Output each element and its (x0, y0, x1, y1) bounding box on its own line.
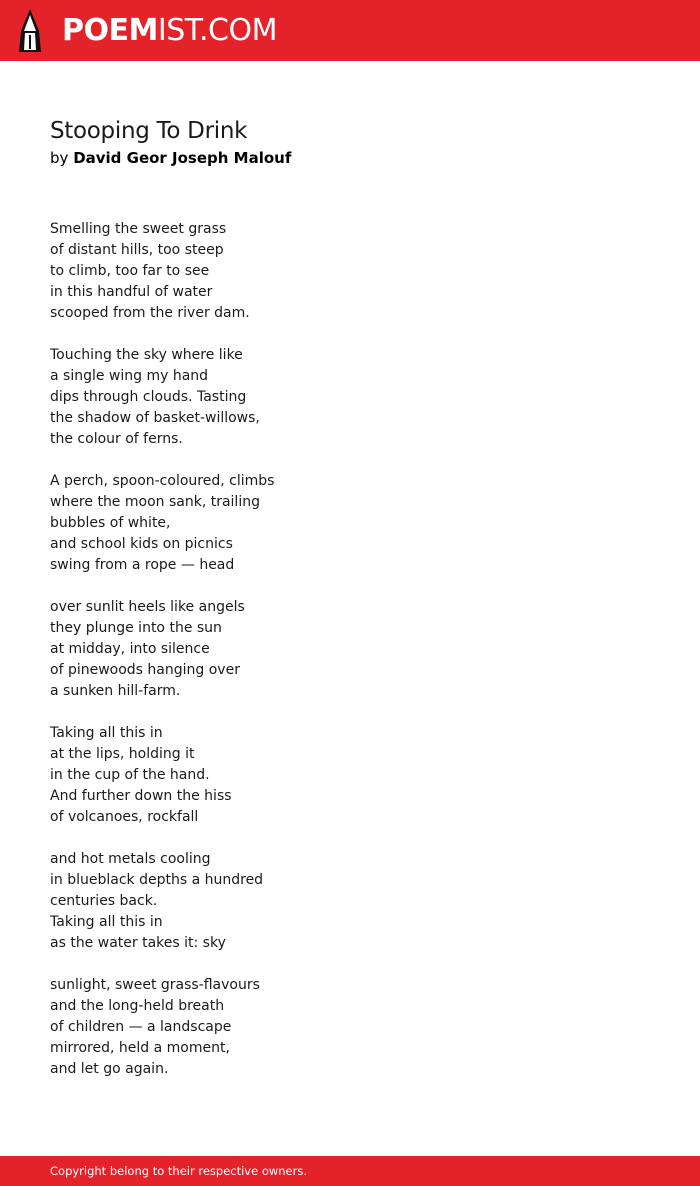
poem-line: dips through clouds. Tasting (50, 389, 247, 405)
poem-line: the shadow of basket-willows, (50, 410, 260, 426)
pencil-tip-icon (17, 9, 43, 52)
poem-line: scooped from the river dam. (50, 305, 250, 321)
stanza (50, 597, 650, 702)
poem-line: of pinewoods hanging over (50, 662, 240, 678)
poem-body (50, 219, 650, 1080)
poem-line: Smelling the sweet grass (50, 221, 227, 237)
poem-line: and school kids on picnics (50, 536, 233, 552)
poem-line: a sunken hill-farm. (50, 683, 181, 699)
poem-line: Taking all this in (50, 725, 163, 741)
poem-line: in this handful of water (50, 284, 213, 300)
poem-line: over sunlit heels like angels (50, 599, 245, 615)
poem-content (50, 115, 650, 1101)
poem-line: at the lips, holding it (50, 746, 195, 762)
stanza (50, 219, 650, 324)
poem-line: of children — a landscape (50, 1019, 232, 1035)
poem-line: the colour of ferns. (50, 431, 183, 447)
stanza (50, 345, 650, 450)
poem-line: And further down the hiss (50, 788, 232, 804)
poem-line: of distant hills, too steep (50, 242, 224, 258)
stanza (50, 723, 650, 828)
poem-title: Stooping To Drink (50, 118, 248, 144)
poem-line: at midday, into silence (50, 641, 210, 657)
poem-line: of volcanoes, rockfall (50, 809, 199, 825)
poem-line: where the moon sank, trailing (50, 494, 260, 510)
stanza (50, 849, 650, 954)
site-header (0, 0, 700, 61)
poem-line: in the cup of the hand. (50, 767, 210, 783)
poem-author: David Geor Joseph Malouf (73, 149, 292, 167)
poem-line: in blueblack depths a hundred (50, 872, 264, 888)
brand-bold-text: POEM (62, 13, 158, 48)
poem-line: A perch, spoon-coloured, climbs (50, 473, 275, 489)
poem-line: and let go again. (50, 1061, 169, 1077)
poem-line: and the long-held breath (50, 998, 225, 1014)
poem-line: as the water takes it: sky (50, 935, 226, 951)
by-label: by (50, 149, 69, 167)
poem-line: they plunge into the sun (50, 620, 222, 636)
poem-line: mirrored, held a moment, (50, 1040, 230, 1056)
stanza (50, 471, 650, 576)
site-brand (62, 12, 277, 50)
poem-line: bubbles of white, (50, 515, 171, 531)
poem-byline (50, 148, 650, 169)
poem-line: swing from a rope — head (50, 557, 235, 573)
copyright-notice: Copyright belong to their respective owners. (50, 1164, 308, 1178)
poem-line: Taking all this in (50, 914, 163, 930)
stanza (50, 975, 650, 1080)
poem-line: a single wing my hand (50, 368, 209, 384)
poem-line: to climb, too far to see (50, 263, 210, 279)
poem-line: centuries back. (50, 893, 158, 909)
poem-line: sunlight, sweet grass-flavours (50, 977, 260, 993)
site-footer (0, 1156, 700, 1186)
poem-line: Touching the sky where like (50, 347, 243, 363)
poem-line: and hot metals cooling (50, 851, 211, 867)
brand-light-text: IST.COM (157, 13, 277, 48)
